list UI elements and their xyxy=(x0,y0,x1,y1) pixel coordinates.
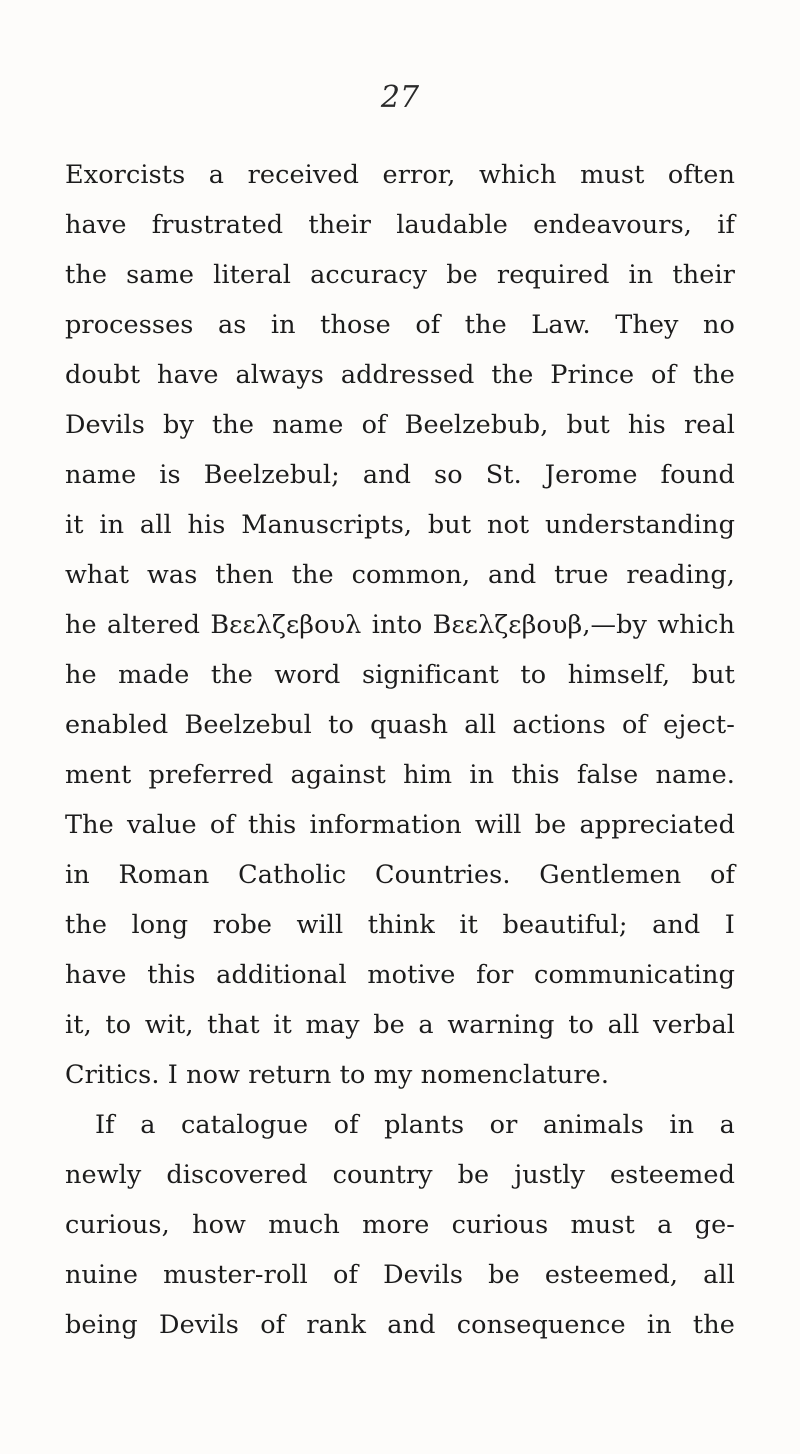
text-line: in Roman Catholic Countries. Gentlemen of xyxy=(65,860,735,890)
text-line: nuine muster-roll of Devils be esteemed, all xyxy=(65,1260,735,1290)
text-line: enabled Beelzebul to quash all actions of eject- xyxy=(65,710,735,740)
text-line: curious, how much more curious must a ge- xyxy=(65,1210,735,1240)
text-line: the same literal accuracy be required in their xyxy=(65,260,735,290)
text-line: he altered Βεελζεβουλ into Βεελζεβουβ,—by which xyxy=(65,610,735,640)
text-line: Critics. I now return to my nomenclature. xyxy=(65,1060,610,1090)
text-line: being Devils of rank and consequence in the xyxy=(65,1310,735,1340)
text-line: it in all his Manuscripts, but not understanding xyxy=(65,510,735,540)
text-line: have frustrated their laudable endeavours, if xyxy=(65,210,735,240)
text-line: processes as in those of the Law. They no xyxy=(65,310,735,340)
text-line: doubt have always addressed the Prince of the xyxy=(65,360,735,390)
paragraph-start-line: If a catalogue of plants or animals in a xyxy=(95,1110,735,1140)
text-line: Exorcists a received error, which must often xyxy=(65,160,735,190)
text-line: the long robe will think it beautiful; and I xyxy=(65,910,735,940)
text-line: The value of this information will be appreciated xyxy=(65,810,735,840)
text-line: have this additional motive for communicating xyxy=(65,960,735,990)
text-line: he made the word significant to himself, but xyxy=(65,660,735,690)
text-line: Devils by the name of Beelzebub, but his real xyxy=(65,410,735,440)
text-line: it, to wit, that it may be a warning to all verbal xyxy=(65,1010,735,1040)
text-line: ment preferred against him in this false name. xyxy=(65,760,735,790)
text-line: newly discovered country be justly esteemed xyxy=(65,1160,735,1190)
text-line: what was then the common, and true reading, xyxy=(65,560,735,590)
page-number: 27 xyxy=(380,80,420,115)
text-line: name is Beelzebul; and so St. Jerome found xyxy=(65,460,735,490)
page-body xyxy=(65,150,735,1350)
